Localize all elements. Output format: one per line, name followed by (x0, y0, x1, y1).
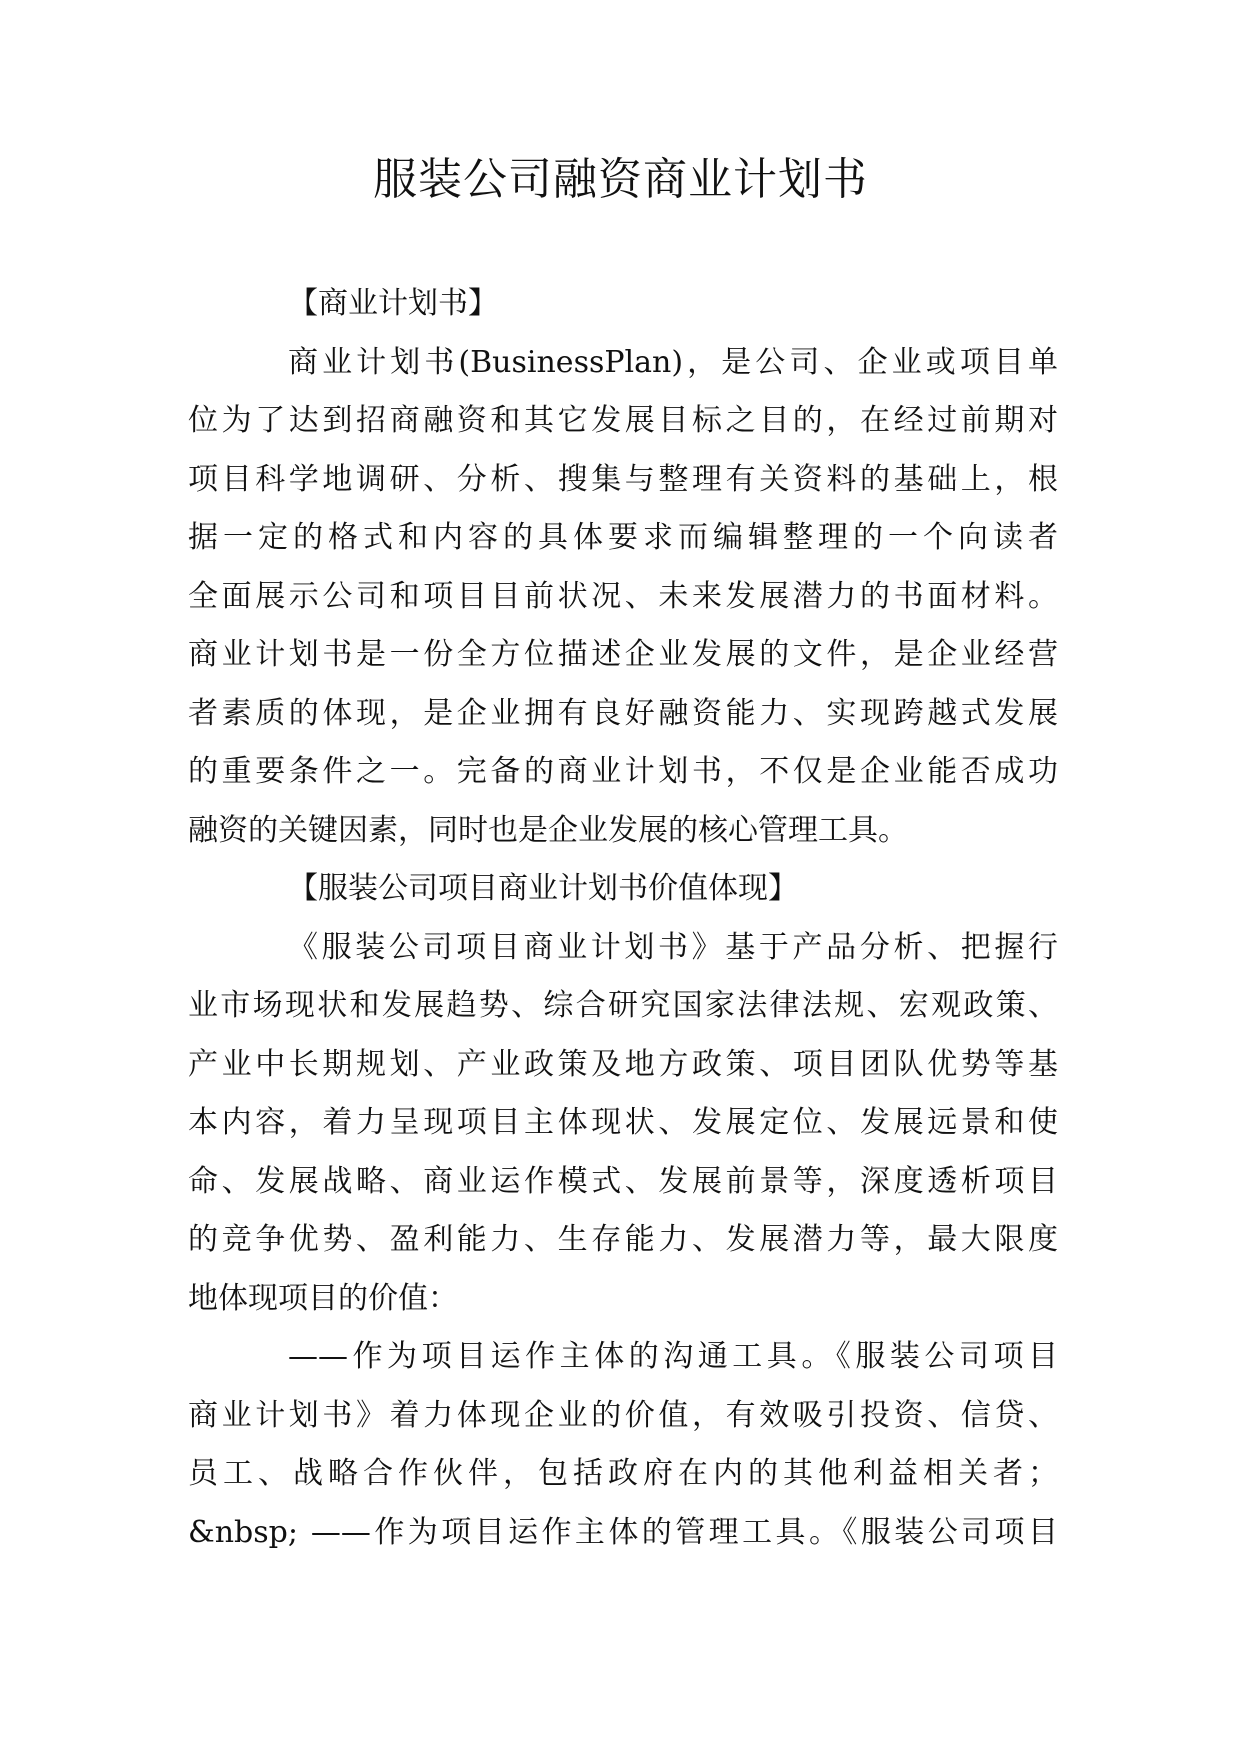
text-line: 命、发展战略、商业运作模式、发展前景等，深度透析项目 (188, 1163, 1058, 1199)
text-line: 位为了达到招商融资和其它发展目标之目的，在经过前期对 (188, 403, 1058, 438)
text-line: 者素质的体现，是企业拥有良好融资能力、实现跨越式发展 (188, 695, 1058, 731)
text-line: &nbsp; ——作为项目运作主体的管理工具。《服装公司项目 (188, 1514, 1058, 1550)
text-line: 【服装公司项目商业计划书价值体现】 (288, 871, 798, 906)
text-line: 的竞争优势、盈利能力、生存能力、发展潜力等，最大限度 (188, 1222, 1058, 1257)
text-line: 项目科学地调研、分析、搜集与整理有关资料的基础上，根 (188, 461, 1058, 497)
text-line: 业市场现状和发展趋势、综合研究国家法律法规、宏观政策、 (188, 988, 1058, 1023)
text-line: 据一定的格式和内容的具体要求而编辑整理的一个向读者 (188, 520, 1058, 555)
text-line: 本内容，着力呈现项目主体现状、发展定位、发展远景和使 (188, 1105, 1058, 1140)
document-title: 服装公司融资商业计划书 (373, 154, 868, 205)
text-line: 融资的关键因素，同时也是企业发展的核心管理工具。 (188, 812, 908, 848)
text-line: 商业计划书(BusinessPlan)，是公司、企业或项目单 (288, 344, 1058, 380)
text-line: 员工、战略合作伙伴，包括政府在内的其他利益相关者； (188, 1456, 1058, 1491)
text-line: 产业中长期规划、产业政策及地方政策、项目团队优势等基 (188, 1046, 1058, 1082)
text-line: 【商业计划书】 (288, 286, 498, 321)
text-line: 《服装公司项目商业计划书》基于产品分析、把握行 (288, 929, 1058, 965)
text-line: 商业计划书是一份全方位描述企业发展的文件，是企业经营 (188, 637, 1058, 672)
text-line: 的重要条件之一。完备的商业计划书，不仅是企业能否成功 (188, 754, 1058, 789)
text-line: 商业计划书》着力体现企业的价值，有效吸引投资、信贷、 (188, 1397, 1058, 1433)
text-line: ——作为项目运作主体的沟通工具。《服装公司项目 (288, 1339, 1058, 1374)
document-body (188, 275, 1058, 1562)
text-line: 全面展示公司和项目目前状况、未来发展潜力的书面材料。 (188, 578, 1058, 614)
text-line: 地体现项目的价值： (188, 1280, 458, 1316)
